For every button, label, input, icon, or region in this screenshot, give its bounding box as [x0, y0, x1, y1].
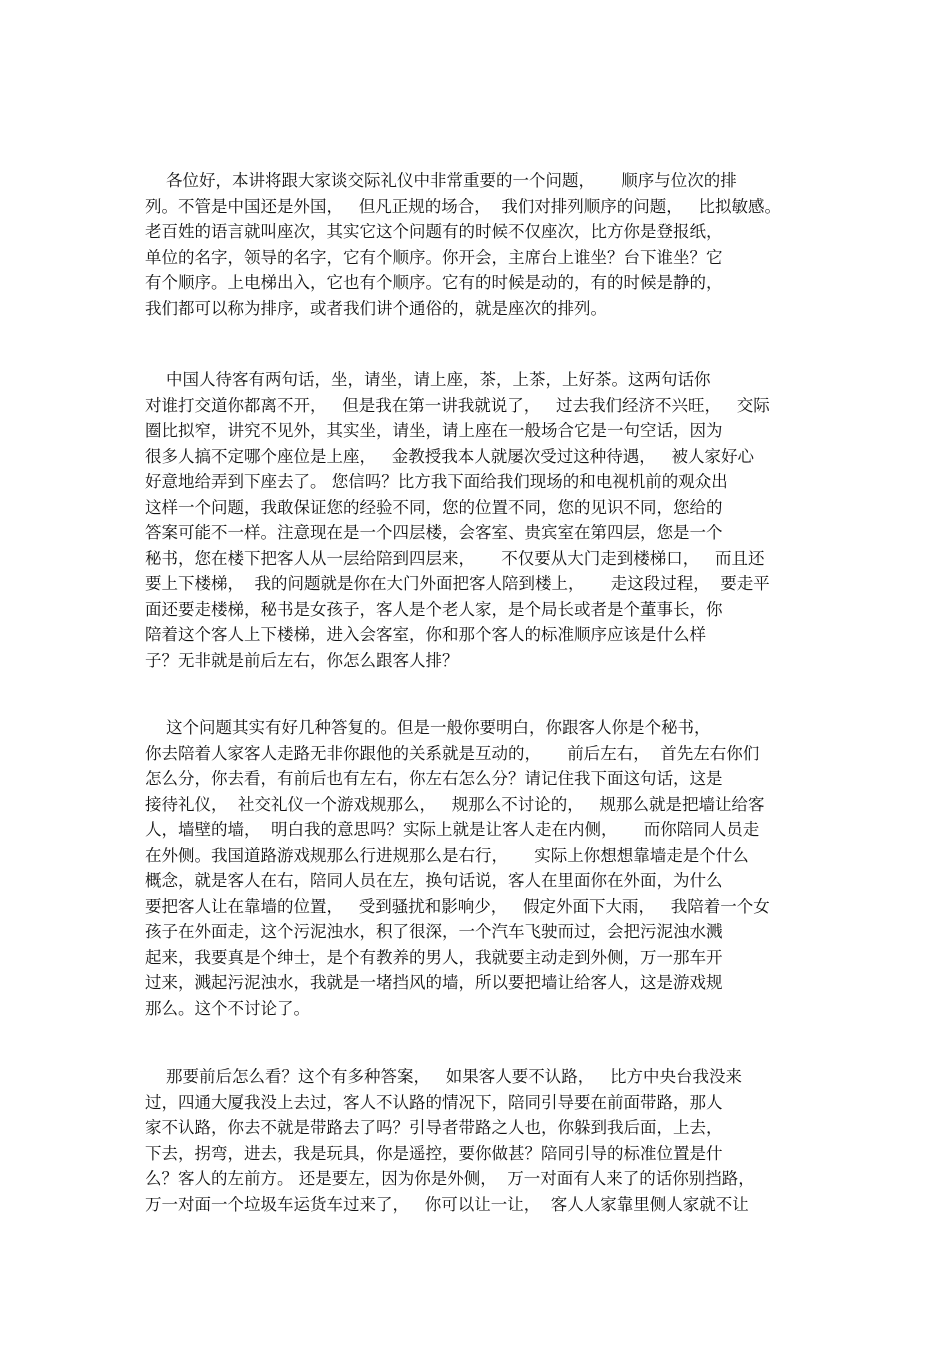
text-line: 要把客人让在靠墙的位置， 受到骚扰和影响少， 假定外面下大雨， 我陪着一个女	[145, 896, 770, 916]
text-line: 圈比拟窄，讲究不见外，其实坐，请坐，请上座在一般场合它是一句空话，因为	[145, 421, 723, 440]
text-line: 秘书，您在楼下把客人从一层给陪到四层来， 不仅要从大门走到楼梯口， 而且还	[145, 548, 765, 568]
paragraph-3	[145, 715, 815, 1021]
text-line: 那要前后怎么看？这个有多种答案， 如果客人要不认路， 比方中央台我没来	[145, 1067, 742, 1086]
text-line: 很多人搞不定哪个座位是上座， 金教授我本人就屡次受过这种待遇， 被人家好心	[145, 446, 754, 466]
text-line: 人，墙壁的墙， 明白我的意思吗？实际上就是让客人走在内侧， 而你陪同人员走	[145, 820, 760, 839]
text-line: 列。不管是中国还是外国， 但凡正规的场合， 我们对排列顺序的问题， 比拟敏感。	[145, 196, 781, 216]
text-line: 过来，溅起污泥浊水，我就是一堵挡风的墙，所以要把墙让给客人，这是游戏规	[145, 973, 723, 992]
text-line: 有个顺序。上电梯出入，它也有个顺序。它有的时候是动的，有的时候是静的，	[145, 273, 723, 292]
text-line: 陪着这个客人上下楼梯，进入会客室，你和那个客人的标准顺序应该是什么样	[145, 625, 706, 644]
text-line: 对谁打交道你都离不开， 但是我在第一讲我就说了， 过去我们经济不兴旺， 交际	[145, 395, 770, 415]
text-line: 万一对面一个垃圾车运货车过来了， 你可以让一让， 客人人家靠里侧人家就不让	[145, 1194, 749, 1214]
text-line: 我们都可以称为排序，或者我们讲个通俗的，就是座次的排列。	[145, 298, 607, 318]
text-line: 单位的名字，领导的名字，它有个顺序。你开会，主席台上谁坐？台下谁坐？它	[145, 247, 723, 267]
text-line: 各位好，本讲将跟大家谈交际礼仪中非常重要的一个问题， 顺序与位次的排	[145, 171, 737, 190]
text-line: 这样一个问题，我敢保证您的经验不同，您的位置不同，您的见识不同，您给的	[145, 497, 723, 517]
text-line: 在外侧。我国道路游戏规那么行进规那么是右行， 实际上你想想靠墙走是个什么	[145, 845, 749, 865]
text-line: 子？无非就是前后左右，你怎么跟客人排？	[145, 650, 459, 670]
paragraph-4	[145, 1064, 815, 1217]
text-line: 你去陪着人家客人走路无非你跟他的关系就是互动的， 前后左右， 首先左右你们	[145, 743, 760, 763]
text-line: 中国人待客有两句话，坐，请坐，请上座，茶，上茶，上好茶。这两句话你	[145, 370, 711, 389]
text-line: 起来，我要真是个绅士，是个有教养的男人，我就要主动走到外侧，万一那车开	[145, 947, 723, 967]
text-line: 面还要走楼梯，秘书是女孩子，客人是个老人家，是个局长或者是个董事长，你	[145, 599, 723, 619]
text-line: 要上下楼梯， 我的问题就是你在大门外面把客人陪到楼上， 走这段过程， 要走平	[145, 574, 770, 593]
text-line: 孩子在外面走，这个污泥浊水，积了很深，一个汽车飞驶而过，会把污泥浊水溅	[145, 922, 723, 941]
text-line: 接待礼仪， 社交礼仪一个游戏规那么， 规那么不讨论的， 规那么就是把墙让给客	[145, 794, 765, 814]
text-line: 过，四通大厦我没上去过，客人不认路的情况下，陪同引导要在前面带路，那人	[145, 1092, 723, 1112]
text-line: 那么。这个不讨论了。	[145, 998, 310, 1018]
text-line: 怎么分，你去看，有前后也有左右，你左右怎么分？请记住我下面这句话，这是	[145, 769, 723, 788]
text-line: 家不认路，你去不就是带路去了吗？引导者带路之人也，你躲到我后面，上去，	[145, 1118, 723, 1137]
text-line: 概念，就是客人在右，陪同人员在左，换句话说，客人在里面你在外面，为什么	[145, 871, 723, 890]
text-line: 好意地给弄到下座去了。 您信吗？比方我下面给我们现场的和电视机前的观众出	[145, 472, 728, 491]
text-line: 答案可能不一样。注意现在是一个四层楼，会客室、贵宾室在第四层，您是一个	[145, 523, 723, 542]
paragraph-2	[145, 367, 815, 673]
text-line: 下去，拐弯，进去，我是玩具，你是遥控，要你做甚？陪同引导的标准位置是什	[145, 1143, 723, 1163]
text-line: 么？客人的左前方。 还是要左，因为你是外侧， 万一对面有人来了的话你别挡路，	[145, 1169, 755, 1188]
text-line: 这个问题其实有好几种答复的。但是一般你要明白，你跟客人你是个秘书，	[145, 718, 711, 737]
paragraph-1	[145, 168, 815, 321]
text-line: 老百姓的语言就叫座次，其实它这个问题有的时候不仅座次，比方你是登报纸，	[145, 222, 723, 241]
